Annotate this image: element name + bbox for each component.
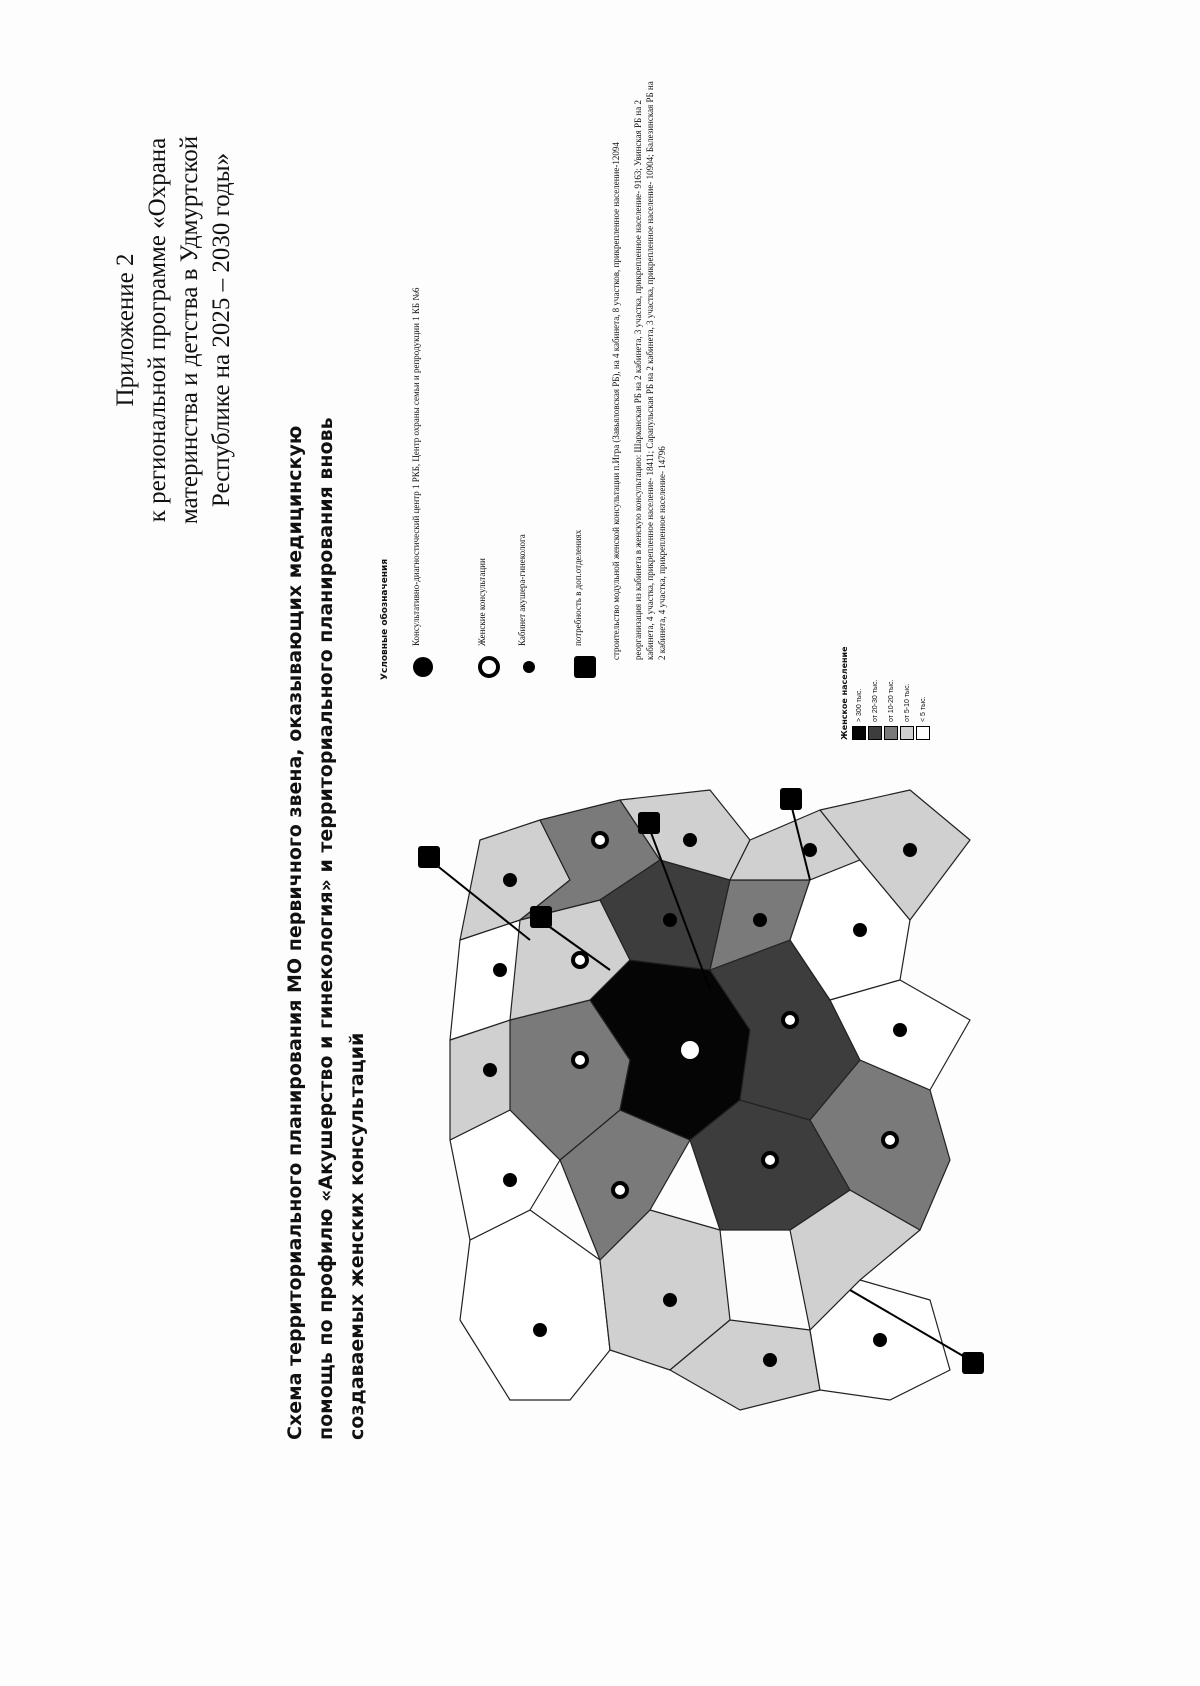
legend-bullets — [610, 80, 678, 660]
consultation-marker — [613, 1183, 627, 1197]
needs-marker — [962, 1352, 984, 1374]
small-dot-icon — [516, 654, 542, 680]
population-legend-label: от 10-20 тыс. — [887, 679, 895, 722]
population-legend-row — [884, 646, 898, 740]
population-legend-row — [916, 646, 930, 740]
big-dot-icon — [410, 654, 436, 680]
legend-title: Условные обозначения — [380, 558, 390, 680]
region-map-svg — [390, 780, 1030, 1440]
legend-item-text: Женские консультации — [477, 558, 487, 646]
consultation-marker — [883, 1133, 897, 1147]
needs-marker — [418, 846, 440, 868]
office-marker — [483, 1063, 497, 1077]
district-west-1 — [460, 1210, 610, 1400]
population-legend-row — [852, 646, 866, 740]
legend-item-text: Кабинет акушера-гинеколога — [517, 534, 527, 646]
swatch — [916, 726, 930, 740]
office-marker — [503, 873, 517, 887]
legend-bullet: реорганизация из кабинета в женскую консультацию: Шарканская РБ на 2 кабинета, 3 участка, прикрепленное население- 9163; Увинская РБ на 2 кабинета, 4 участка, прикрепленное население- 18411; Сарапульская РБ на 2 кабинета, 3 участка, прикрепленное население- 10904; Балезинская РБ на 2 кабинета, 4 участка, прикрепленное население- 14796 — [633, 81, 667, 660]
ring-icon — [476, 654, 502, 680]
population-legend-label: от 20-30 тыс. — [871, 679, 879, 722]
legend-item-text: Консультативно-диагностический центр 1 РКБ, Центр охраны семьи и репродукции 1 КБ №6 — [411, 287, 421, 646]
population-legend-label: от 5-10 тыс. — [903, 683, 911, 722]
consultation-marker — [783, 1013, 797, 1027]
legend-item-text: потребность в доп.отделениях — [573, 529, 583, 646]
appendix-line-2: к региональной программе «Охрана — [144, 137, 171, 523]
needs-marker — [780, 788, 802, 810]
appendix-line-3: материнства и детства в Удмуртской — [176, 135, 203, 525]
legend-bullet: строительство модульной женской консультации п.Игра (Завьяловская РБ), на 4 кабинета, 8 участков, прикрепленное население-12094 — [611, 142, 621, 660]
population-legend-row — [900, 646, 914, 740]
legend-item — [476, 80, 502, 680]
office-marker — [663, 1293, 677, 1307]
legend-list — [410, 80, 612, 680]
office-marker — [903, 843, 917, 857]
office-marker — [753, 913, 767, 927]
legend-item — [516, 80, 542, 680]
office-marker — [503, 1173, 517, 1187]
swatch — [852, 726, 866, 740]
office-marker — [663, 913, 677, 927]
legend-item — [410, 80, 436, 680]
office-marker — [533, 1323, 547, 1337]
consultation-marker — [573, 953, 587, 967]
swatch — [868, 726, 882, 740]
population-legend-title: Женское население — [840, 646, 849, 740]
square-icon — [572, 654, 598, 680]
consultation-marker — [573, 1053, 587, 1067]
appendix-line-4: Республике на 2025 – 2030 годы» — [208, 152, 235, 508]
population-legend — [840, 646, 932, 740]
swatch — [900, 726, 914, 740]
swatch — [884, 726, 898, 740]
consultation-marker — [763, 1153, 777, 1167]
population-legend-label: < 5 тыс. — [919, 696, 927, 722]
office-marker — [803, 843, 817, 857]
legend-item — [572, 80, 598, 680]
needs-marker — [530, 906, 552, 928]
appendix-line-1: Приложение 2 — [112, 253, 139, 407]
office-marker — [893, 1023, 907, 1037]
office-marker — [683, 833, 697, 847]
office-marker — [853, 923, 867, 937]
population-legend-row — [868, 646, 882, 740]
map-sheet — [280, 60, 1040, 1460]
consultation-marker — [593, 833, 607, 847]
needs-marker — [638, 812, 660, 834]
map-title: Схема территориального планирования МО первичного звена, оказывающих медицинскую помощь по профилю «Акушерство и гинекология» и территориального планирования вновь создаваемых женских консультаций — [284, 417, 368, 1440]
office-marker — [763, 1353, 777, 1367]
office-marker — [493, 963, 507, 977]
region-map — [390, 780, 1030, 1440]
centre-marker — [681, 1041, 699, 1059]
office-marker — [873, 1333, 887, 1347]
population-legend-label: > 300 тыс. — [855, 688, 863, 722]
